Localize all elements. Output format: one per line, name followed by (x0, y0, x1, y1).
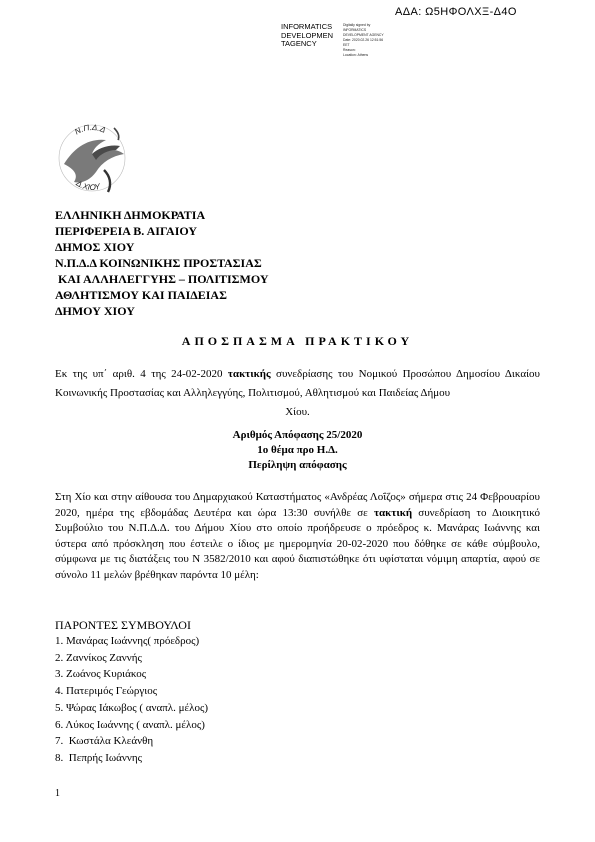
issuer-line: ΚΑΙ ΑΛΛΗΛΕΓΓΥΗΣ – ΠΟΛΙΤΙΣΜΟΥ (55, 272, 269, 286)
issuer-line: ΕΛΛΗΝΙΚΗ ΔΗΜΟΚΡΑΤΙΑ (55, 208, 206, 222)
digital-signature-label: INFORMATICS DEVELOPMEN TAGENCY (281, 22, 334, 48)
issuer-line: ΑΘΛΗΤΙΣΜΟΥ ΚΑΙ ΠΑΙΔΕΙΑΣ (55, 288, 227, 302)
digital-signature-details: Digitally signed by INFORMATICS DEVELOPMENT AGENCY Date: 2020.02.26 12:51:56 EET Reason: Location: Athens (343, 23, 384, 57)
decision-heading (0, 428, 595, 473)
list-item: 3. Ζωάνος Κυριάκος (55, 668, 147, 681)
decision-topic: 1ο θέμα προ Η.Δ. (257, 444, 338, 456)
issuer-line: ΔΗΜΟΣ ΧΙΟΥ (55, 240, 135, 254)
members-heading: ΠΑΡΟΝΤΕΣ ΣΥΜΒΟΥΛΟΙ (55, 618, 191, 632)
issuer-line: ΠΕΡΙΦΕΡΕΙΑ Β. ΑΙΓΑΙΟΥ (55, 224, 198, 238)
ada-code: ΑΔΑ: Ω5ΗΦΟΛΧΞ-Δ4Ο (395, 6, 517, 18)
document-title: ΑΠΟΣΠΑΣΜΑ ΠΡΑΚΤΙΚΟΥ (181, 334, 414, 348)
logo-text-top: Ν.Π.Δ.Δ (73, 122, 108, 137)
intro-paragraph: Εκ της υπ΄ αριθ. 4 της 24-02-2020 τακτικής συνεδρίασης του Νομικού Προσώπου Δημοσίου Δικαίου Κοινωνικής Προστασίας και Αλληλεγγύης, Πολιτισμού, Αθλητισμού και Παιδείας Δήμου Χίου. (55, 368, 540, 418)
list-item: 5. Ψώρας Ιάκωβος ( αναπλ. μέλος) (55, 701, 208, 714)
logo-text-bottom: Δ.ΧΙΟΥ (74, 178, 102, 193)
list-item: 7. Κωστάλα Κλεάνθη (55, 735, 154, 748)
session-paragraph: Στη Χίο και στην αίθουσα του Δημαρχιακού Καταστήματος «Ανδρέας Λοΐζος» σήμερα στις 24 Φεβρουαρίου 2020, ημέρα της εβδομάδας Δευτέρα και ώρα 13:30 συνήλθε σε τακτική συνεδρίαση το Διοικητικό Συμβούλιο του Ν.Π.Δ.Δ. του Δήμου Χίου στο οποίο προήδρευσε ο πρόεδρος κ. Μανάρας Ιωάννης και ύστερα από πρόσκληση που έστειλε ο ίδιος με ημερομηνία 20-02-2020 που δόθηκε σε κάθε σύμβουλο, σύμφωνα με τις διατάξεις του Ν 3582/2010 και αφού διαπιστώθηκε ότι υφίσταται νόμιμη απαρτία, αφού σε σύνολο 11 μελών βρέθηκαν παρόντα 10 μέλη: (55, 491, 540, 581)
dove-flag-icon (52, 118, 132, 196)
list-item: 4. Πατεριμός Γεώργιος (55, 685, 158, 698)
list-item: 2. Ζαννίκος Ζαννής (55, 651, 142, 664)
list-item: 1. Μανάρας Ιωάννης( πρόεδρος) (55, 635, 200, 647)
decision-number: Αριθμός Απόφασης 25/2020 (232, 429, 363, 441)
members-list (55, 633, 208, 767)
issuer-block (55, 207, 269, 319)
issuer-line: Ν.Π.Δ.Δ ΚΟΙΝΩΝΙΚΗΣ ΠΡΟΣΤΑΣΙΑΣ (55, 256, 262, 270)
list-item: 6. Λύκος Ιωάννης ( αναπλ. μέλος) (55, 718, 205, 731)
page-number: 1 (55, 788, 60, 799)
organization-logo (52, 118, 132, 196)
svg-text:Ν.Π.Δ.Δ (73, 123, 107, 137)
list-item: 8. Πεπρής Ιωάννης (55, 751, 142, 764)
issuer-line: ΔΗΜΟΥ ΧΙΟΥ (55, 304, 135, 318)
decision-summary: Περίληψη απόφασης (248, 459, 347, 471)
